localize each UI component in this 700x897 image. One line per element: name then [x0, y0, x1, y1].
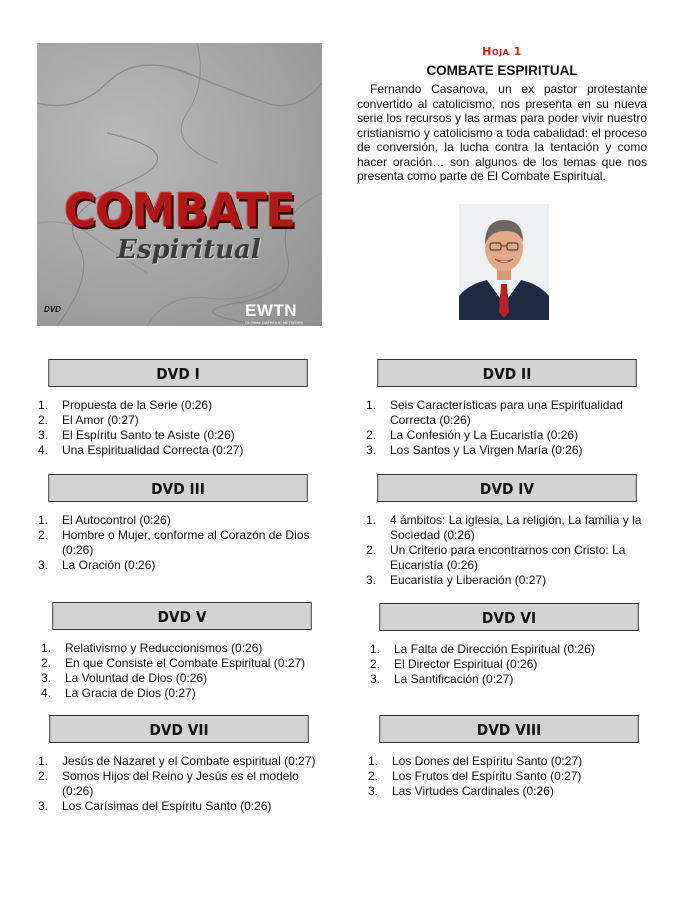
list-item: 3. Las Virtudes Cardinales (0:26) — [368, 784, 554, 798]
series-description: Fernando Casanova, un ex pastor protestante convertido al catolicismo, nos presenta en su nueva serie los recursos y las armas para poder vivir nuestro cristianismo y catolicismo a toda cabalidad: el proceso de conversión, la lucha contra la tentación y como hacer oración… son algunos de los temas que nos presenta como parte de El Combate Espiritual. — [357, 82, 647, 183]
dvd-8-header: DVD VIII — [379, 715, 638, 743]
list-item: 1. 4 ámbitos: La iglesia, La religión, La familia y la Sociedad (0:26) — [366, 513, 642, 542]
dvd-logo: DVD — [44, 305, 61, 314]
list-item: 2. El Director Espiritual (0:26) — [370, 657, 538, 671]
dvd-7-list — [38, 754, 330, 814]
dvd-2-header: DVD II — [377, 359, 636, 387]
list-item: 1. La Falta de Dirección Espiritual (0:26) — [370, 642, 595, 656]
list-item: 1. Propuesta de la Serie (0:26) — [38, 398, 213, 412]
presenter-portrait — [459, 204, 549, 320]
dvd-6-list — [370, 642, 660, 687]
sheet-label: Hoja 1 — [482, 45, 522, 58]
dvd-6-header: DVD VI — [379, 603, 638, 631]
dvd-2-list — [366, 398, 656, 458]
dvd-8-list — [368, 754, 658, 799]
list-item: 3. La Voluntad de Dios (0:26) — [41, 671, 208, 685]
dvd-3-header: DVD III — [48, 474, 307, 502]
dvd-cover-image — [37, 43, 322, 326]
list-item: 1. Relativismo y Reduccionismos (0:26) — [41, 641, 263, 655]
list-item: 1. El Autocontrol (0:26) — [38, 513, 171, 527]
list-item: 2. Somos Hijos del Reino y Jesús es el modelo (0:26) — [38, 769, 299, 798]
dvd-4-header: DVD IV — [377, 474, 636, 502]
cover-subtitle: Espiritual — [117, 235, 261, 265]
list-item: 3. Los Carísimas del Espíritu Santo (0:26) — [38, 799, 272, 813]
list-item: 4. Una Espiritualidad Correcta (0:27) — [38, 443, 244, 457]
list-item: 2. El Amor (0:27) — [38, 413, 139, 427]
dvd-7-header: DVD VII — [49, 715, 308, 743]
dvd-5-header: DVD V — [52, 602, 311, 630]
presenter-photo — [459, 204, 549, 320]
list-item: 1. Los Dones del Espíritu Santo (0:27) — [368, 754, 583, 768]
list-item: 3. La Santificación (0:27) — [370, 672, 514, 686]
list-item: 3. La Oración (0:26) — [38, 558, 156, 572]
dvd-5-list — [41, 641, 341, 701]
list-item: 1. Seis Características para una Espiritualidad Correcta (0:26) — [366, 398, 623, 427]
list-item: 3. Los Santos y La Virgen María (0:26) — [366, 443, 583, 457]
ewtn-logo: EWTN — [245, 301, 298, 320]
dvd-3-list — [38, 513, 313, 573]
dvd-4-list — [366, 513, 656, 588]
list-item: 3. El Espíritu Santo te Asiste (0:26) — [38, 428, 235, 442]
list-item: 2. Los Frutos del Espíritu Santo (0:27) — [368, 769, 582, 783]
dvd-1-header: DVD I — [48, 359, 307, 387]
page-title: COMBATE ESPIRITUAL — [426, 63, 578, 78]
list-item: 2. Un Criterio para encontrarnos con Cristo: La Eucaristía (0:26) — [366, 543, 626, 572]
list-item: 2. En que Consiste el Combate Espiritual (0:27) — [41, 656, 306, 670]
list-item: 2. Hombre o Mujer, conforme al Corazón de Dios (0:26) — [38, 528, 310, 557]
ewtn-logo-subtitle: GLOBAL CATHOLIC NETWORK — [245, 320, 304, 325]
dvd-1-list — [38, 398, 328, 458]
list-item: 2. La Confesión y La Eucaristía (0:26) — [366, 428, 579, 442]
list-item: 1. Jesús de Nazaret y el Combate espiritual (0:27) — [38, 754, 316, 768]
list-item: 4. La Gracia de Dios (0:27) — [41, 686, 196, 700]
list-item: 3. Eucaristía y Liberación (0:27) — [366, 573, 547, 587]
cover-title: COMBATE — [64, 184, 295, 239]
